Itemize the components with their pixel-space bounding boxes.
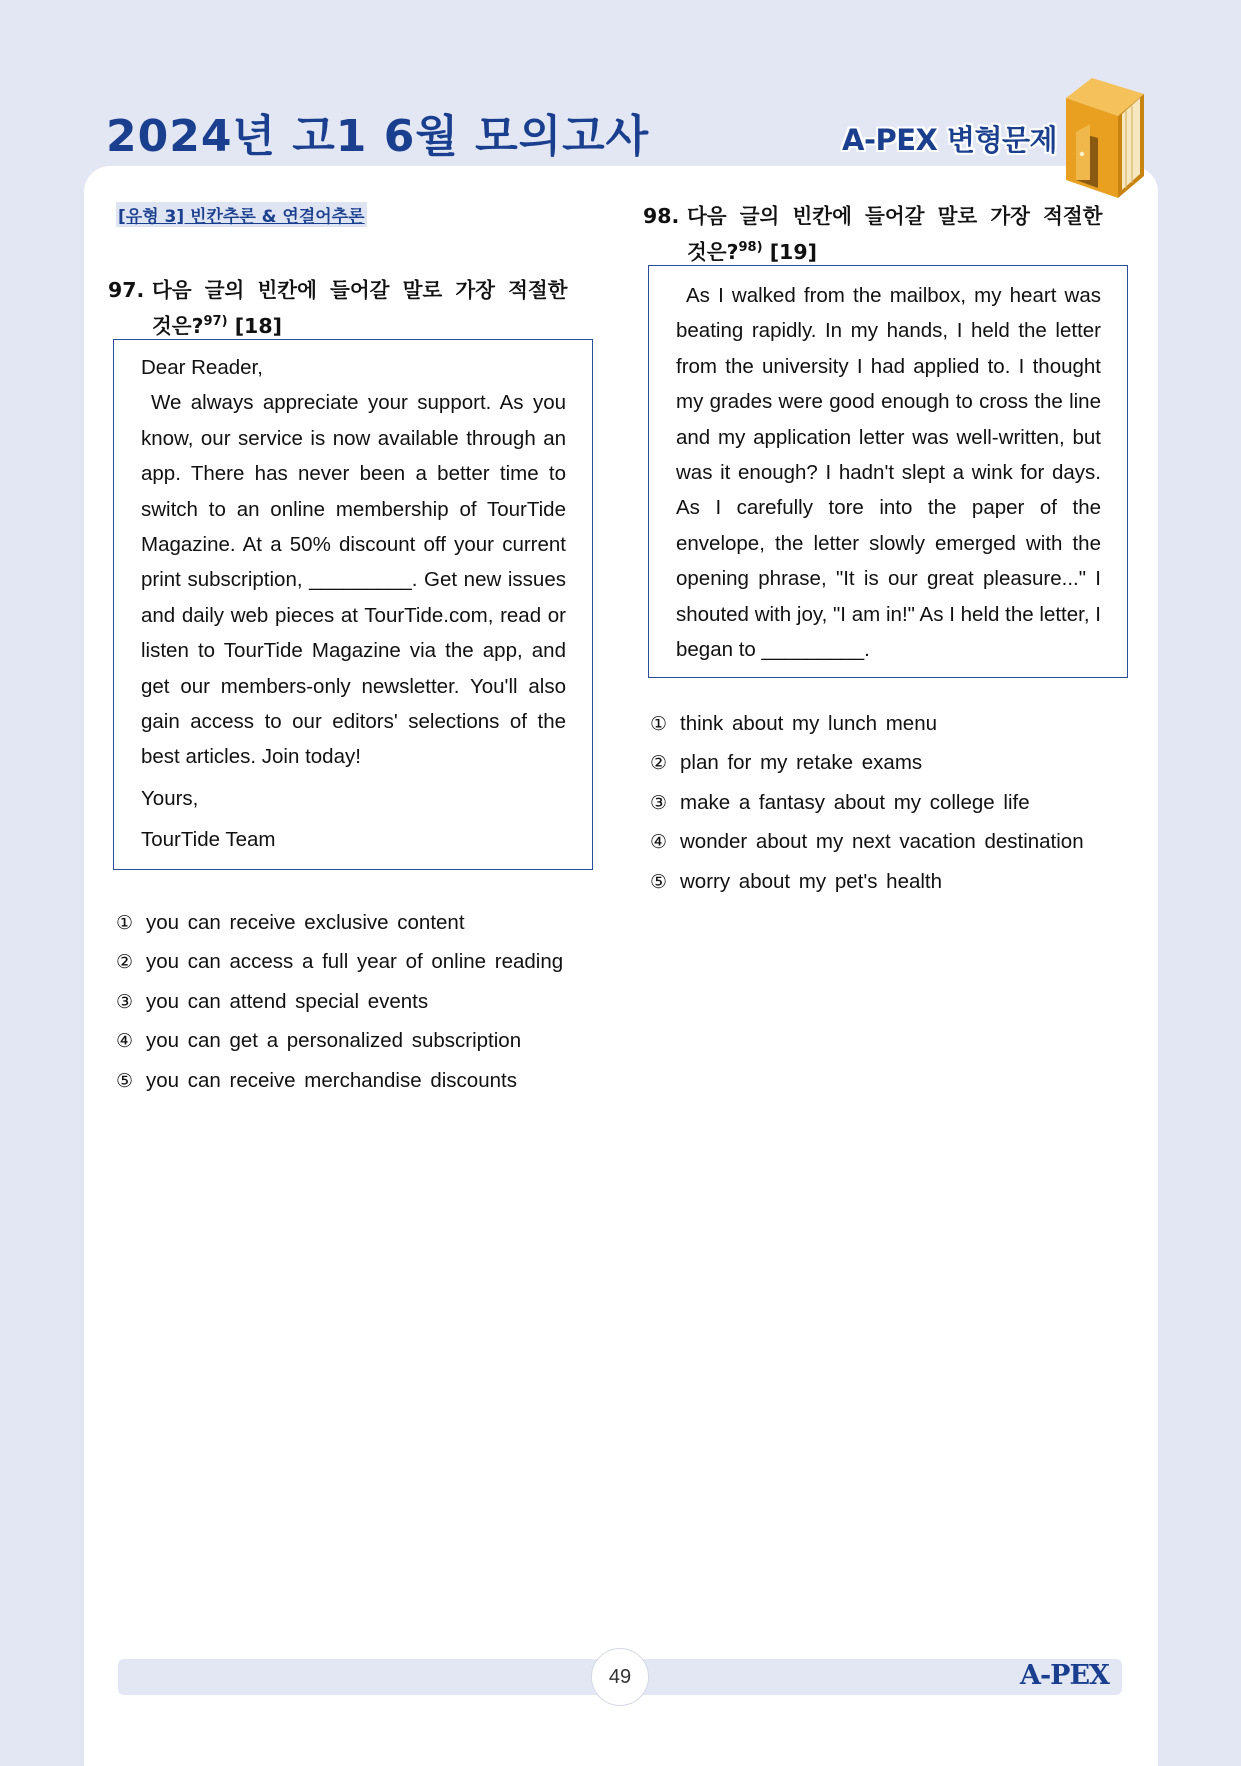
q98-number: 98. (643, 204, 680, 228)
q98-passage-box (648, 265, 1128, 678)
choice-mark: ③ (116, 990, 134, 1013)
choice-text: think about my lunch menu (680, 712, 937, 735)
choice-text: you can access a full year of online reading (146, 950, 564, 974)
q97-closing: Yours, (141, 786, 199, 810)
q97-prompt-end: 것은? (152, 313, 204, 338)
choice-mark: ④ (116, 1030, 134, 1053)
q97-choice[interactable] (116, 903, 563, 942)
q97-choice[interactable] (116, 1061, 563, 1100)
brand-title: A-PEX 변형문제 (842, 123, 1058, 157)
section-label: [유형 3] 빈칸추론 & 연결어추론 (116, 202, 367, 227)
q98-passage-body: As I walked from the mailbox, my heart was beating rapidly. In my hands, I held the letter from the university I had applied to. I thought my grades were good enough to cross the line and my application letter was well-written, but was it enough? I hadn't slept a wink for days. As I carefully tore into the paper of the envelope, the letter slowly emerged with the opening phrase, "It is our great pleasure..." I shouted with joy, "I am in!" As I held the letter, I began to _________. (676, 284, 1101, 662)
choice-text: wonder about my next vacation destination (680, 830, 1084, 854)
q98-tag: [19] (769, 239, 817, 264)
page-title: 2024년 고1 6월 모의고사 (106, 111, 650, 162)
choice-mark: ⑤ (650, 870, 668, 893)
choice-mark: ④ (650, 831, 668, 854)
choice-text: you can receive exclusive content (146, 911, 465, 934)
choice-text: you can attend special events (146, 989, 429, 1013)
choice-mark: ② (116, 951, 134, 974)
choice-text: plan for my retake exams (680, 751, 923, 775)
book-door-icon (1052, 76, 1148, 200)
choice-mark: ③ (650, 791, 668, 814)
footer-logo: A-PEX (1020, 1660, 1109, 1691)
choice-text: worry about my pet's health (680, 869, 943, 893)
choice-mark: ① (116, 912, 134, 934)
choice-text: you can get a personalized subscription (146, 1029, 522, 1053)
q98-choice[interactable] (650, 822, 1084, 861)
choice-mark: ② (650, 752, 668, 775)
q98-prompt: 다음 글의 빈칸에 들어갈 말로 가장 적절한 (687, 204, 1103, 228)
q98-choice[interactable] (650, 862, 1084, 901)
q97-number: 97. (108, 278, 145, 302)
choice-text: make a fantasy about my college life (680, 790, 1030, 814)
page-number: 49 (591, 1648, 649, 1706)
q98-title (643, 200, 1133, 268)
choice-mark: ① (650, 713, 668, 735)
q97-footnote: 97) (203, 314, 228, 329)
choice-mark: ⑤ (116, 1069, 134, 1092)
q97-tag: [18] (234, 313, 282, 338)
q98-choice[interactable] (650, 743, 1084, 782)
q98-choices (650, 704, 1084, 901)
q98-prompt-end: 것은? (687, 239, 739, 264)
choice-text: you can receive merchandise discounts (146, 1068, 517, 1092)
q97-choice[interactable] (116, 1021, 563, 1060)
q97-choices (116, 903, 563, 1100)
q97-passage-body: We always appreciate your support. As you know, our service is now available through an app. There has never been a better time to switch to an online membership of TourTide Magazine. At a 50% discount off your current print subscription, _________. Get new issues and daily web pieces at TourTide.com, read or listen to TourTide Magazine via the app, and get our members-only newsletter. You'll also gain access to our editors' selections of the best articles. Join today! (141, 391, 566, 769)
q97-title (108, 274, 598, 342)
q97-signature: TourTide Team (141, 828, 276, 852)
q98-choice[interactable] (650, 704, 1084, 743)
q97-passage-box (113, 339, 593, 870)
q97-greeting: Dear Reader, (141, 356, 263, 379)
q97-choice[interactable] (116, 982, 563, 1021)
q97-prompt: 다음 글의 빈칸에 들어갈 말로 가장 적절한 (152, 278, 568, 302)
q97-choice[interactable] (116, 942, 563, 981)
q98-choice[interactable] (650, 783, 1084, 822)
q98-footnote: 98) (738, 240, 763, 255)
